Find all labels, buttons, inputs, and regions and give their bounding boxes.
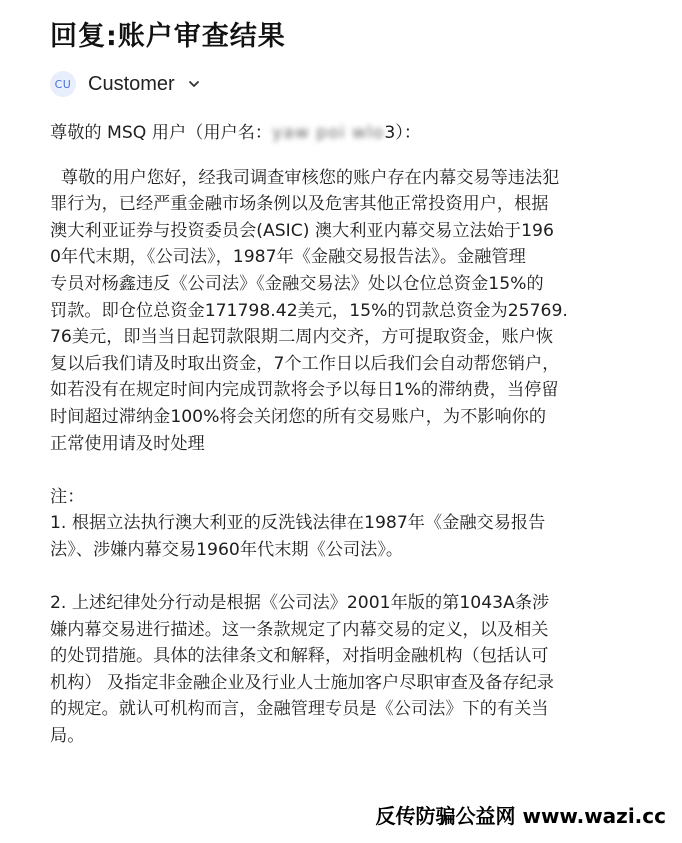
greeting-prefix: 尊敬的 MSQ 用户（用户名： xyxy=(50,123,273,143)
paragraph-line: 复以后我们请及时取出资金，7个工作日以后我们会自动帮您销户， xyxy=(50,353,560,374)
blurred-username: yaw poi wlo xyxy=(272,123,385,143)
note-line: 的规定。就认可机构而言，金融管理专员是《公司法》下的有关当 xyxy=(50,699,549,720)
note-line: 2. 上述纪律处分行动是根据《公司法》2001年版的第1043A条涉 xyxy=(50,593,550,614)
note-line: 1. 根据立法执行澳大利亚的反洗钱法律在1987年《金融交易报告 xyxy=(50,513,546,534)
paragraph-line: 澳大利亚证券与投资委员会(ASIC) 澳大利亚内幕交易立法始于196 xyxy=(50,220,554,241)
sender-name: Customer xyxy=(88,72,175,95)
paragraph-line: 尊敬的用户您好，经我司调查审核您的账户存在内幕交易等违法犯 xyxy=(50,167,560,188)
paragraph-line: 时间超过滞纳金100%将会关闭您的所有交易账户，为不影响你的 xyxy=(50,406,547,427)
paragraph-line: 0年代末期，《公司法》，1987年《金融交易报告法》。金融管理 xyxy=(50,247,526,268)
email-body xyxy=(50,120,650,750)
greeting-line xyxy=(50,120,650,147)
note-label: 注： xyxy=(50,486,85,507)
chevron-down-icon[interactable] xyxy=(187,77,201,91)
note-line: 嫌内幕交易进行描述。这一条款规定了内幕交易的定义，以及相关 xyxy=(50,619,549,640)
sender-avatar: CU xyxy=(50,71,76,97)
note-line: 法》、涉嫌内幕交易1960年代末期《公司法》。 xyxy=(50,539,404,560)
paragraph-line: 76美元，即当当日起罚款限期二周内交齐，方可提取资金，账户恢 xyxy=(50,327,554,348)
paragraph-line: 专员对杨鑫违反《公司法》《金融交易法》处以仓位总资金15%的 xyxy=(50,273,544,294)
greeting-suffix: 3）： xyxy=(384,123,422,143)
paragraph-line: 罚款。即仓位总资金171798.42美元，15%的罚款总资金为25769. xyxy=(50,300,568,321)
email-subject: 回复:账户审查结果 xyxy=(50,21,286,52)
watermark: 反传防骗公益网 www.wazi.cc xyxy=(375,804,666,828)
sender-row[interactable] xyxy=(50,70,201,98)
paragraph-main xyxy=(50,165,650,458)
paragraph-line: 如若没有在规定时间内完成罚款将会予以每日1%的滞纳费，当停留 xyxy=(50,380,559,401)
note-line: 机构） 及指定非金融企业及行业人士施加客户尽职审查及备存纪录 xyxy=(50,672,554,693)
note-line: 局。 xyxy=(50,726,85,747)
paragraph-line: 罪行为，已经严重金融市场条例以及危害其他正常投资用户，根据 xyxy=(50,194,549,215)
note-line: 的处罚措施。具体的法律条文和解释，对指明金融机构（包括认可 xyxy=(50,646,549,667)
paragraph-line: 正常使用请及时处理 xyxy=(50,433,205,454)
